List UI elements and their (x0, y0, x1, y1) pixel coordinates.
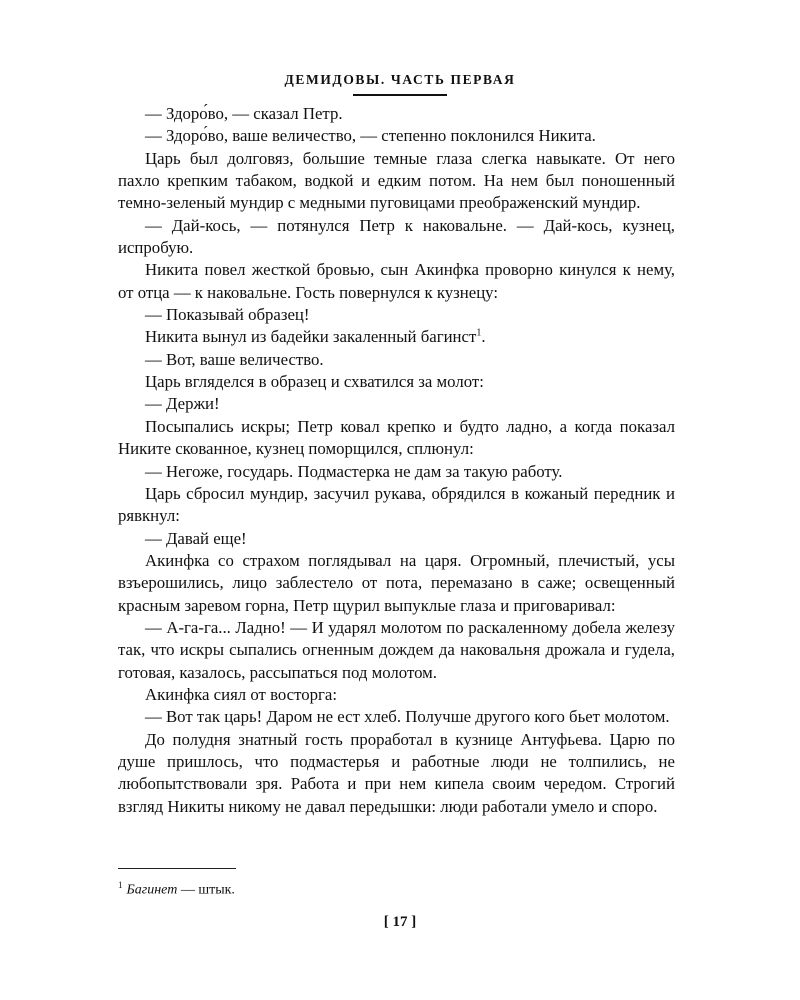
paragraph: До полудня знатный гость проработал в кузнице Антуфьева. Царю по душе пришлось, что подмастерья и работные люди не толпились, не любопытствовали зря. Работа и при нем кипела своим чередом. Строгий взгляд Никиты никому не давал передышки: люди работали умело и споро. (118, 729, 675, 816)
body-text (118, 103, 675, 818)
paragraph: Акинфка сиял от восторга: (145, 684, 338, 704)
page-number: [ 17 ] (383, 914, 417, 930)
paragraph: Царь сбросил мундир, засучил рукава, обрядился в кожаный передник и рявкнул: (118, 483, 675, 526)
footnote-term: Багинет (126, 882, 178, 898)
paragraph: Царь вгляделся в образец и схватился за молот: (145, 372, 484, 392)
running-title: ДЕМИДОВЫ. ЧАСТЬ ПЕРВАЯ (284, 72, 516, 87)
paragraph-end: . (481, 327, 486, 347)
paragraph: — Здоро́во, ваше величество, — степенно поклонился Никита. (145, 126, 596, 146)
paragraph: — Вот так царь! Даром не ест хлеб. Получше другого кого бьет молотом. (145, 707, 670, 727)
paragraph: Посыпались искры; Петр ковал крепко и будто ладно, а когда показал Никите скованное, кузнец поморщился, сплюнул: (118, 416, 675, 459)
footnote-definition: — штык. (177, 882, 235, 898)
paragraph: — Держи! (145, 394, 220, 414)
paragraph: Акинфка со страхом поглядывал на царя. Огромный, плечистый, усы взъерошились, лицо заблестело от пота, перемазано в саже; освещенный красным заревом горна, Петр щурил выпуклые глаза и приговаривал: (118, 550, 675, 615)
header-rule (353, 94, 447, 96)
footnote-rule (118, 868, 236, 869)
paragraph: — А-га-га... Ладно! — И ударял молотом по раскаленному добела железу так, что искры сыпались огненным дождем да наковальня дрожала и гудела, готовая, казалось, рассыпаться под молотом. (118, 617, 675, 682)
paragraph: Царь был долговяз, большие темные глаза слегка навыкате. От него пахло крепким табаком, водкой и едким потом. На нем был поношенный темно-зеленый мундир с медными пуговицами преображенский мундир. (118, 148, 675, 213)
paragraph: — Вот, ваше величество. (145, 349, 324, 369)
paragraph: — Негоже, государь. Подмастерка не дам за такую работу. (145, 461, 563, 481)
paragraph-with-footnote (118, 326, 675, 348)
paragraph: — Дай-кось, — потянулся Петр к наковальне. — Дай-кось, кузнец, испробую. (118, 215, 675, 258)
footnote-reference: 1 (476, 327, 482, 339)
paragraph-text: Никита вынул из бадейки закаленный багинст (145, 327, 477, 347)
footnote-marker: 1 (118, 880, 123, 890)
paragraph: — Давай еще! (145, 528, 247, 548)
footnote (118, 876, 235, 900)
running-header (0, 72, 800, 96)
paragraph: Никита повел жесткой бровью, сын Акинфка проворно кинулся к нему, от отца — к наковальне. Гость повернулся к кузнецу: (118, 260, 675, 302)
paragraph: — Показывай образец! (145, 305, 310, 325)
paragraph: — Здоро́во, — сказал Петр. (145, 104, 343, 123)
